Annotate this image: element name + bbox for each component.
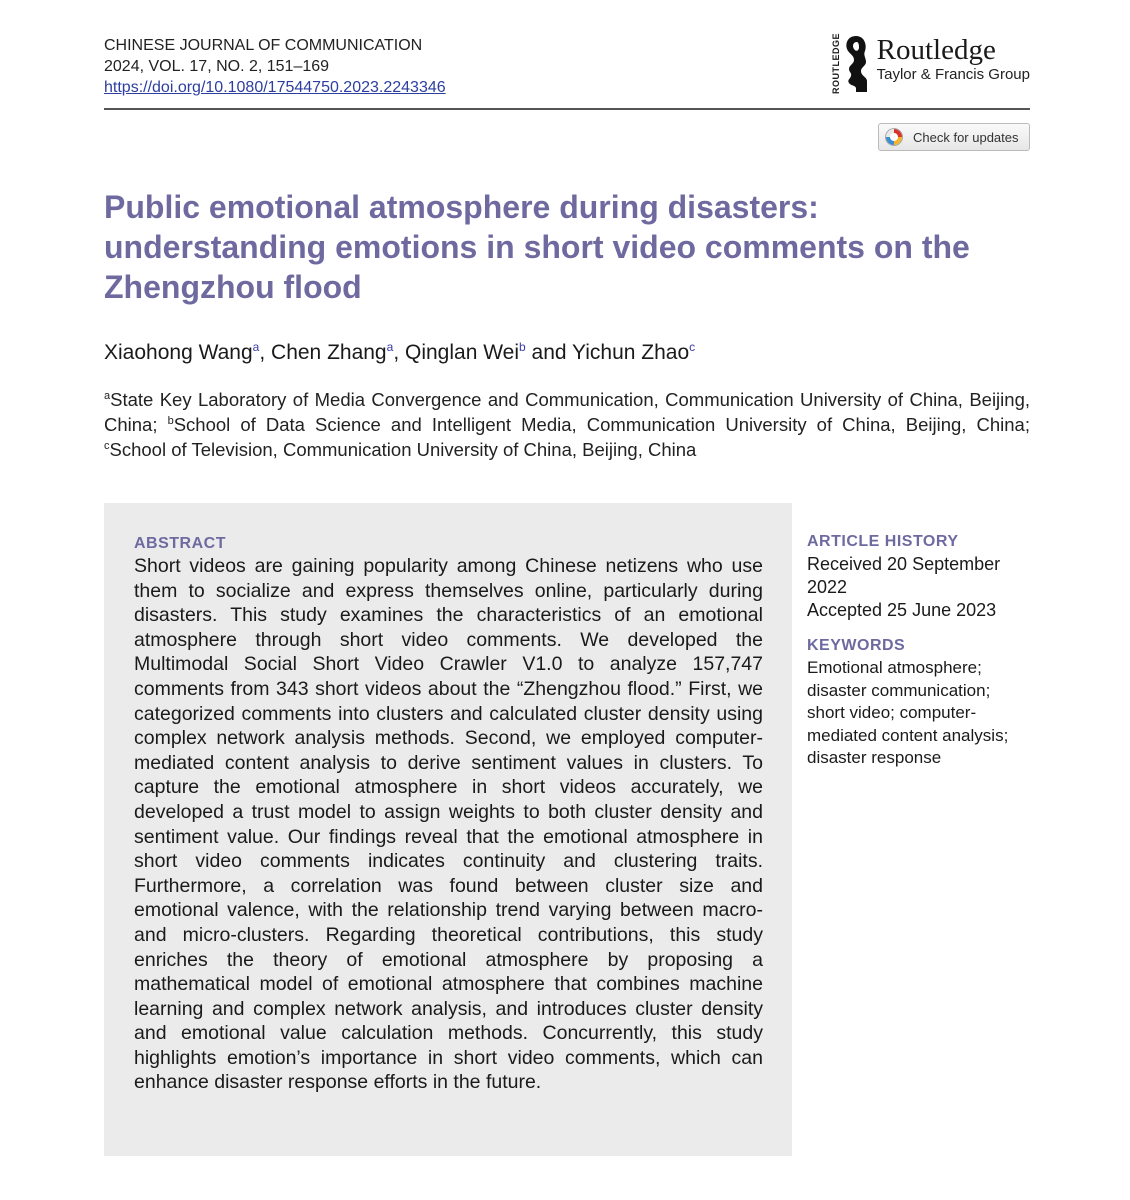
- author[interactable]: Qinglan Wei$^b$: [404, 340, 526, 364]
- article-title: Public emotional atmosphere during disasters: understanding emotions in short video comments on the Zhengzhou flood: [104, 189, 970, 305]
- abstract-heading: ABSTRACT: [134, 535, 226, 552]
- author[interactable]: Chen Zhang$^a$: [271, 340, 394, 364]
- keywords-heading: KEYWORDS: [807, 637, 906, 654]
- publisher-logo[interactable]: [831, 34, 1030, 96]
- publisher-group: Taylor & Francis Group: [876, 66, 1030, 83]
- routledge-head-icon: [843, 34, 869, 94]
- abstract-box: [104, 503, 792, 1156]
- journal-name: CHINESE JOURNAL OF COMMUNICATION: [104, 37, 423, 54]
- publisher-name: Routledge: [876, 34, 996, 66]
- affiliation: School of Television, Communication University of China, Beijing, China: [109, 439, 697, 460]
- journal-volume: 2024, VOL. 17, NO. 2, 151–169: [104, 58, 330, 75]
- check-for-updates-label: Check for updates: [913, 129, 1019, 145]
- affiliation: State Key Laboratory of Media Convergence and Communication, Communication University of China, Beijing, China;: [104, 389, 1030, 435]
- abstract-text: Short videos are gaining popularity among Chinese netizens who use them to socialize and express themselves online, particularly during disasters. This study examines the characteristics of an emotional atmosphere through short video comments. We developed the Multimodal Social Short Video Crawler V1.0 to analyze 157,747 comments from 343 short videos about the “Zhengzhou flood.” First, we categorized comments into clusters and calculated cluster density using complex network analysis methods. Second, we employed computer-mediated content analysis to derive sentiment values in clusters. To capture the emotional atmosphere in short videos accurately, we developed a trust model to assign weights to both cluster density and sentiment value. Our findings reveal that the emotional atmosphere in short video comments indicates continuity and clustering traits. Furthermore, a correlation was found between cluster size and emotional valence, with the relationship trend varying between macro- and micro-clusters. Regarding theoretical contributions, this study enriches the theory of emotional atmosphere by proposing a mathematical model of emotional atmosphere that combines machine learning and complex network analysis, and introduces cluster density and emotional value calculation methods. Concurrently, this study highlights emotion’s importance in short video comments, which can enhance disaster response efforts in the future.: [134, 555, 763, 1094]
- check-for-updates-button[interactable]: [878, 123, 1030, 151]
- article-history-heading: ARTICLE HISTORY: [807, 533, 959, 550]
- affiliations: $^a$State Key Laboratory of Media Convergence and Communication, Communication University of China, Beijing, China; $^b$School of Data Science and Intelligent Media, Communication University of China, Beijing, China; $^c$School of Television, Communication University of China, Beijing, China: [104, 389, 1030, 460]
- author-list: Xiaohong Wang$^a$, Chen Zhang$^a$, Qinglan Wei$^b$ and Yichun Zhao$^c$: [104, 340, 696, 364]
- crossmark-icon: [885, 128, 903, 146]
- affiliation: School of Data Science and Intelligent Media, Communication University of China, Beijing, China;: [173, 414, 1030, 435]
- header-divider: [104, 108, 1030, 110]
- accepted-date: Accepted 25 June 2023: [807, 600, 997, 620]
- keywords-text: Emotional atmosphere; disaster communication; short video; computer-mediated content analysis; disaster response: [807, 658, 1009, 768]
- doi-link[interactable]: https://doi.org/10.1080/17544750.2023.2243346: [104, 79, 446, 96]
- author[interactable]: Yichun Zhao$^c$: [572, 340, 696, 364]
- article-sidebar: [807, 531, 1032, 770]
- journal-header: [104, 35, 446, 98]
- author[interactable]: Xiaohong Wang$^a$: [104, 340, 260, 364]
- received-date: Received 20 September 2022: [807, 554, 1001, 597]
- publisher-vertical-label: ROUTLEDGE: [830, 32, 841, 94]
